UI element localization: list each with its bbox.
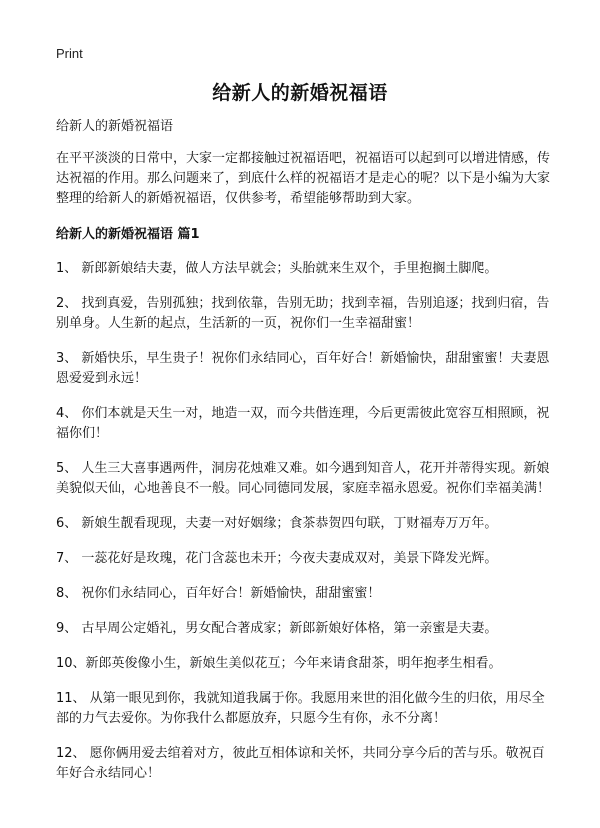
document-subtitle: 给新人的新婚祝福语 xyxy=(56,119,174,134)
blessing-item: 1、 新郎新娘结夫妻，做人方法早就会；头胎就来生双个，手里抱搁土脚爬。 xyxy=(56,261,498,276)
section-heading: 给新人的新婚祝福语 篇1 xyxy=(56,227,200,242)
intro-paragraph: 在平平淡淡的日常中，大家一定都接触过祝福语吧，祝福语可以起到可以增进情感，传达祝福的作用。那么问题来了，到底什么样的祝福语才是走心的呢？以下是小编为大家整理的给新人的新婚祝福语，仅供参考，希望能够帮助到大家。 xyxy=(56,151,551,206)
blessing-item: 9、 古早周公定婚礼，男女配合著成家；新郎新娘好体格，第一亲蜜是夫妻。 xyxy=(56,621,498,636)
blessing-item: 7、 一蕊花好是玫瑰，花门含蕊也未开；今夜夫妻成双对，美景下降发光辉。 xyxy=(56,551,498,566)
blessing-item: 11、 从第一眼见到你，我就知道我属于你。我愿用来世的泪化做今生的归依，用尽全部的力气去爱你。为你我什么都愿放弃，只愿今生有你，永不分离！ xyxy=(56,691,545,726)
blessing-item: 10、新郎英俊像小生，新娘生美似花互；今年来请食甜茶，明年抱孝生相看。 xyxy=(56,656,502,671)
page-title: 给新人的新婚祝福语 xyxy=(212,82,388,104)
print-link[interactable]: Print xyxy=(56,46,83,61)
blessing-item: 3、 新婚快乐，早生贵子！祝你们永结同心，百年好合！新婚愉快，甜甜蜜蜜！夫妻恩恩爱爱到永远！ xyxy=(56,351,550,386)
document-body xyxy=(56,117,552,799)
blessing-item: 6、 新娘生靓看现现，夫妻一对好姻缘；食茶恭贺四句联，丁财福寿万万年。 xyxy=(56,516,498,531)
blessing-item: 8、 祝你们永结同心，百年好合！新婚愉快，甜甜蜜蜜！ xyxy=(56,586,381,601)
blessing-item: 4、 你们本就是天生一对，地造一双，而今共偕连理，今后更需彼此宽容互相照顾，祝福你们！ xyxy=(56,406,550,441)
blessing-item: 5、 人生三大喜事遇两件，洞房花烛难又难。如今遇到知音人，花开并蒂得实现。新娘美貌似天仙，心地善良不一般。同心同德同发展，家庭幸福永恩爱。祝你们幸福美满！ xyxy=(56,461,551,496)
blessing-item: 2、 找到真爱，告别孤独；找到依靠，告别无助；找到幸福，告别追逐；找到归宿，告别单身。人生新的起点，生活新的一页，祝你们一生幸福甜蜜！ xyxy=(56,296,550,331)
blessing-item: 12、 愿你俩用爱去绾着对方，彼此互相体谅和关怀，共同分享今后的苦与乐。敬祝百年好合永结同心！ xyxy=(56,746,545,781)
